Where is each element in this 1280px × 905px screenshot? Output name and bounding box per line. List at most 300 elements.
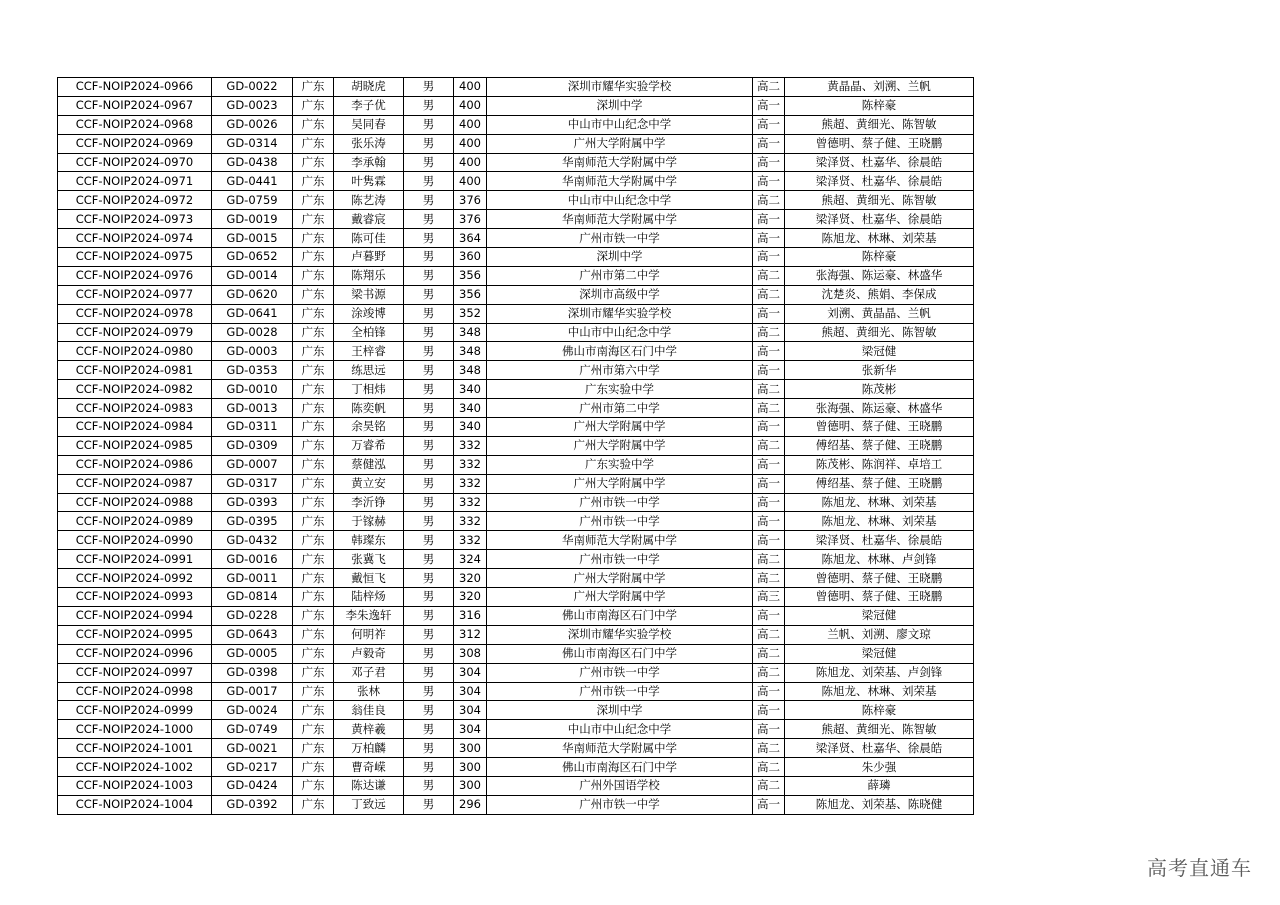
exam-id-cell: GD-0314 [212, 134, 293, 153]
grade-cell: 高二 [753, 399, 785, 418]
coach-cell: 朱少强 [785, 758, 974, 777]
coach-cell: 张海强、陈运豪、林盛华 [785, 266, 974, 285]
table-row [58, 172, 974, 191]
province-cell: 广东 [293, 229, 334, 248]
province-cell: 广东 [293, 266, 334, 285]
student-name-cell: 何明祚 [334, 625, 404, 644]
table-row [58, 531, 974, 550]
cert-number-cell: CCF-NOIP2024-0999 [58, 701, 212, 720]
score-cell: 348 [454, 323, 487, 342]
school-cell: 广州大学附属中学 [487, 418, 753, 437]
grade-cell: 高一 [753, 795, 785, 814]
table-row [58, 285, 974, 304]
province-cell: 广东 [293, 644, 334, 663]
coach-cell: 梁泽贤、杜嘉华、徐晨皓 [785, 210, 974, 229]
school-cell: 佛山市南海区石门中学 [487, 606, 753, 625]
table-row [58, 795, 974, 814]
table-row [58, 588, 974, 607]
gender-cell: 男 [404, 115, 454, 134]
exam-id-cell: GD-0309 [212, 436, 293, 455]
score-cell: 324 [454, 550, 487, 569]
grade-cell: 高二 [753, 625, 785, 644]
coach-cell: 梁泽贤、杜嘉华、徐晨皓 [785, 739, 974, 758]
cert-number-cell: CCF-NOIP2024-1000 [58, 720, 212, 739]
student-name-cell: 于镓赫 [334, 512, 404, 531]
cert-number-cell: CCF-NOIP2024-0998 [58, 682, 212, 701]
school-cell: 中山市中山纪念中学 [487, 720, 753, 739]
province-cell: 广东 [293, 569, 334, 588]
gender-cell: 男 [404, 436, 454, 455]
grade-cell: 高一 [753, 606, 785, 625]
grade-cell: 高一 [753, 96, 785, 115]
coach-cell: 熊超、黄细光、陈智敏 [785, 323, 974, 342]
grade-cell: 高二 [753, 776, 785, 795]
school-cell: 广州市铁一中学 [487, 229, 753, 248]
table-row [58, 191, 974, 210]
grade-cell: 高二 [753, 78, 785, 97]
cert-number-cell: CCF-NOIP2024-0979 [58, 323, 212, 342]
grade-cell: 高二 [753, 550, 785, 569]
cert-number-cell: CCF-NOIP2024-0976 [58, 266, 212, 285]
coach-cell: 曾德明、蔡子健、王晓鹏 [785, 569, 974, 588]
table-row [58, 776, 974, 795]
cert-number-cell: CCF-NOIP2024-0987 [58, 474, 212, 493]
table-row [58, 153, 974, 172]
cert-number-cell: CCF-NOIP2024-1001 [58, 739, 212, 758]
table-row [58, 663, 974, 682]
exam-id-cell: GD-0217 [212, 758, 293, 777]
exam-id-cell: GD-0003 [212, 342, 293, 361]
student-name-cell: 张林 [334, 682, 404, 701]
school-cell: 广州市铁一中学 [487, 493, 753, 512]
coach-cell: 陈旭龙、林琳、刘荣基 [785, 682, 974, 701]
score-cell: 332 [454, 512, 487, 531]
grade-cell: 高二 [753, 191, 785, 210]
score-cell: 300 [454, 776, 487, 795]
student-name-cell: 梁书源 [334, 285, 404, 304]
school-cell: 深圳中学 [487, 96, 753, 115]
coach-cell: 兰帆、刘溯、廖文琼 [785, 625, 974, 644]
student-name-cell: 李承翰 [334, 153, 404, 172]
cert-number-cell: CCF-NOIP2024-0975 [58, 248, 212, 267]
cert-number-cell: CCF-NOIP2024-0990 [58, 531, 212, 550]
score-cell: 332 [454, 455, 487, 474]
cert-number-cell: CCF-NOIP2024-0992 [58, 569, 212, 588]
exam-id-cell: GD-0023 [212, 96, 293, 115]
student-name-cell: 余昊铭 [334, 418, 404, 437]
gender-cell: 男 [404, 304, 454, 323]
cert-number-cell: CCF-NOIP2024-0986 [58, 455, 212, 474]
score-cell: 304 [454, 663, 487, 682]
grade-cell: 高一 [753, 248, 785, 267]
student-name-cell: 戴恒飞 [334, 569, 404, 588]
school-cell: 佛山市南海区石门中学 [487, 644, 753, 663]
gender-cell: 男 [404, 588, 454, 607]
table-row [58, 134, 974, 153]
student-name-cell: 李沂铮 [334, 493, 404, 512]
grade-cell: 高一 [753, 304, 785, 323]
cert-number-cell: CCF-NOIP2024-0967 [58, 96, 212, 115]
grade-cell: 高二 [753, 266, 785, 285]
gender-cell: 男 [404, 248, 454, 267]
table-row [58, 115, 974, 134]
school-cell: 广州市第六中学 [487, 361, 753, 380]
province-cell: 广东 [293, 663, 334, 682]
province-cell: 广东 [293, 304, 334, 323]
grade-cell: 高一 [753, 115, 785, 134]
score-cell: 348 [454, 361, 487, 380]
score-cell: 352 [454, 304, 487, 323]
gender-cell: 男 [404, 625, 454, 644]
table-row [58, 266, 974, 285]
table-row [58, 474, 974, 493]
student-name-cell: 黄立安 [334, 474, 404, 493]
gender-cell: 男 [404, 701, 454, 720]
coach-cell: 梁泽贤、杜嘉华、徐晨皓 [785, 153, 974, 172]
student-name-cell: 涂竣博 [334, 304, 404, 323]
gender-cell: 男 [404, 739, 454, 758]
coach-cell: 熊超、黄细光、陈智敏 [785, 115, 974, 134]
school-cell: 华南师范大学附属中学 [487, 210, 753, 229]
school-cell: 广州大学附属中学 [487, 588, 753, 607]
gender-cell: 男 [404, 455, 454, 474]
cert-number-cell: CCF-NOIP2024-0981 [58, 361, 212, 380]
grade-cell: 高二 [753, 380, 785, 399]
exam-id-cell: GD-0015 [212, 229, 293, 248]
cert-number-cell: CCF-NOIP2024-0978 [58, 304, 212, 323]
province-cell: 广东 [293, 248, 334, 267]
school-cell: 广州大学附属中学 [487, 134, 753, 153]
grade-cell: 高二 [753, 758, 785, 777]
cert-number-cell: CCF-NOIP2024-0997 [58, 663, 212, 682]
coach-cell: 陈旭龙、刘荣基、卢剑锋 [785, 663, 974, 682]
exam-id-cell: GD-0028 [212, 323, 293, 342]
student-name-cell: 邓子君 [334, 663, 404, 682]
province-cell: 广东 [293, 588, 334, 607]
gender-cell: 男 [404, 758, 454, 777]
exam-id-cell: GD-0814 [212, 588, 293, 607]
school-cell: 广州市铁一中学 [487, 682, 753, 701]
school-cell: 佛山市南海区石门中学 [487, 342, 753, 361]
student-name-cell: 万柏麟 [334, 739, 404, 758]
province-cell: 广东 [293, 153, 334, 172]
coach-cell: 张新华 [785, 361, 974, 380]
student-name-cell: 韩璨东 [334, 531, 404, 550]
score-cell: 376 [454, 210, 487, 229]
exam-id-cell: GD-0011 [212, 569, 293, 588]
score-cell: 304 [454, 701, 487, 720]
score-cell: 296 [454, 795, 487, 814]
school-cell: 深圳中学 [487, 701, 753, 720]
exam-id-cell: GD-0395 [212, 512, 293, 531]
coach-cell: 薛璘 [785, 776, 974, 795]
score-cell: 400 [454, 96, 487, 115]
coach-cell: 陈旭龙、林琳、刘荣基 [785, 493, 974, 512]
school-cell: 深圳市耀华实验学校 [487, 78, 753, 97]
exam-id-cell: GD-0643 [212, 625, 293, 644]
province-cell: 广东 [293, 606, 334, 625]
gender-cell: 男 [404, 399, 454, 418]
cert-number-cell: CCF-NOIP2024-0984 [58, 418, 212, 437]
gender-cell: 男 [404, 550, 454, 569]
gender-cell: 男 [404, 380, 454, 399]
province-cell: 广东 [293, 78, 334, 97]
table-row [58, 758, 974, 777]
score-cell: 332 [454, 436, 487, 455]
grade-cell: 高一 [753, 701, 785, 720]
student-name-cell: 万睿希 [334, 436, 404, 455]
coach-cell: 曾德明、蔡子健、王晓鹏 [785, 418, 974, 437]
exam-id-cell: GD-0021 [212, 739, 293, 758]
province-cell: 广东 [293, 96, 334, 115]
school-cell: 深圳市耀华实验学校 [487, 625, 753, 644]
school-cell: 广州市铁一中学 [487, 550, 753, 569]
gender-cell: 男 [404, 663, 454, 682]
table-row [58, 512, 974, 531]
table-row [58, 436, 974, 455]
province-cell: 广东 [293, 172, 334, 191]
grade-cell: 高二 [753, 323, 785, 342]
coach-cell: 黄晶晶、刘溯、兰帆 [785, 78, 974, 97]
school-cell: 广东实验中学 [487, 455, 753, 474]
exam-id-cell: GD-0317 [212, 474, 293, 493]
watermark-text: 高考直通车 [1147, 856, 1252, 880]
exam-id-cell: GD-0014 [212, 266, 293, 285]
student-name-cell: 陈奕帆 [334, 399, 404, 418]
gender-cell: 男 [404, 512, 454, 531]
student-name-cell: 练思远 [334, 361, 404, 380]
student-name-cell: 曹奇嵘 [334, 758, 404, 777]
school-cell: 华南师范大学附属中学 [487, 531, 753, 550]
coach-cell: 陈茂彬、陈润祥、卓培工 [785, 455, 974, 474]
coach-cell: 曾德明、蔡子健、王晓鹏 [785, 134, 974, 153]
province-cell: 广东 [293, 115, 334, 134]
cert-number-cell: CCF-NOIP2024-1004 [58, 795, 212, 814]
grade-cell: 高一 [753, 361, 785, 380]
score-cell: 340 [454, 380, 487, 399]
table-row [58, 323, 974, 342]
gender-cell: 男 [404, 606, 454, 625]
cert-number-cell: CCF-NOIP2024-0971 [58, 172, 212, 191]
score-cell: 376 [454, 191, 487, 210]
score-cell: 308 [454, 644, 487, 663]
province-cell: 广东 [293, 720, 334, 739]
table-row [58, 606, 974, 625]
score-cell: 332 [454, 531, 487, 550]
table-row [58, 361, 974, 380]
province-cell: 广东 [293, 531, 334, 550]
province-cell: 广东 [293, 380, 334, 399]
student-name-cell: 张乐涛 [334, 134, 404, 153]
coach-cell: 刘溯、黄晶晶、兰帆 [785, 304, 974, 323]
score-cell: 348 [454, 342, 487, 361]
province-cell: 广东 [293, 701, 334, 720]
gender-cell: 男 [404, 474, 454, 493]
exam-id-cell: GD-0432 [212, 531, 293, 550]
coach-cell: 陈梓豪 [785, 248, 974, 267]
coach-cell: 张海强、陈运豪、林盛华 [785, 399, 974, 418]
grade-cell: 高二 [753, 644, 785, 663]
coach-cell: 熊超、黄细光、陈智敏 [785, 191, 974, 210]
grade-cell: 高一 [753, 153, 785, 172]
table-row [58, 550, 974, 569]
grade-cell: 高一 [753, 172, 785, 191]
gender-cell: 男 [404, 493, 454, 512]
score-cell: 356 [454, 285, 487, 304]
score-cell: 400 [454, 153, 487, 172]
student-name-cell: 卢暮野 [334, 248, 404, 267]
score-cell: 320 [454, 588, 487, 607]
school-cell: 华南师范大学附属中学 [487, 172, 753, 191]
cert-number-cell: CCF-NOIP2024-0983 [58, 399, 212, 418]
province-cell: 广东 [293, 739, 334, 758]
cert-number-cell: CCF-NOIP2024-0996 [58, 644, 212, 663]
gender-cell: 男 [404, 323, 454, 342]
table-row [58, 229, 974, 248]
student-name-cell: 陈翔乐 [334, 266, 404, 285]
gender-cell: 男 [404, 78, 454, 97]
school-cell: 广州市铁一中学 [487, 795, 753, 814]
cert-number-cell: CCF-NOIP2024-0980 [58, 342, 212, 361]
grade-cell: 高一 [753, 474, 785, 493]
score-cell: 304 [454, 682, 487, 701]
exam-id-cell: GD-0393 [212, 493, 293, 512]
coach-cell: 陈旭龙、林琳、刘荣基 [785, 229, 974, 248]
province-cell: 广东 [293, 758, 334, 777]
grade-cell: 高一 [753, 512, 785, 531]
score-cell: 340 [454, 399, 487, 418]
student-name-cell: 陈达谦 [334, 776, 404, 795]
score-cell: 360 [454, 248, 487, 267]
grade-cell: 高二 [753, 739, 785, 758]
cert-number-cell: CCF-NOIP2024-0995 [58, 625, 212, 644]
gender-cell: 男 [404, 644, 454, 663]
school-cell: 中山市中山纪念中学 [487, 115, 753, 134]
table-row [58, 380, 974, 399]
province-cell: 广东 [293, 418, 334, 437]
gender-cell: 男 [404, 682, 454, 701]
table-row [58, 625, 974, 644]
score-cell: 300 [454, 739, 487, 758]
province-cell: 广东 [293, 512, 334, 531]
coach-cell: 沈楚炎、熊娟、李保成 [785, 285, 974, 304]
school-cell: 广州市第二中学 [487, 266, 753, 285]
score-cell: 400 [454, 172, 487, 191]
coach-cell: 傅绍基、蔡子健、王晓鹏 [785, 436, 974, 455]
score-cell: 304 [454, 720, 487, 739]
grade-cell: 高三 [753, 588, 785, 607]
exam-id-cell: GD-0424 [212, 776, 293, 795]
gender-cell: 男 [404, 776, 454, 795]
province-cell: 广东 [293, 795, 334, 814]
coach-cell: 陈梓豪 [785, 96, 974, 115]
school-cell: 广州市第二中学 [487, 399, 753, 418]
cert-number-cell: CCF-NOIP2024-0974 [58, 229, 212, 248]
school-cell: 广州大学附属中学 [487, 474, 753, 493]
grade-cell: 高一 [753, 134, 785, 153]
exam-id-cell: GD-0024 [212, 701, 293, 720]
gender-cell: 男 [404, 191, 454, 210]
table-row [58, 399, 974, 418]
school-cell: 佛山市南海区石门中学 [487, 758, 753, 777]
grade-cell: 高一 [753, 210, 785, 229]
gender-cell: 男 [404, 361, 454, 380]
gender-cell: 男 [404, 134, 454, 153]
student-name-cell: 全柏锋 [334, 323, 404, 342]
province-cell: 广东 [293, 285, 334, 304]
table-row [58, 304, 974, 323]
student-name-cell: 丁相炜 [334, 380, 404, 399]
coach-cell: 陈旭龙、林琳、刘荣基 [785, 512, 974, 531]
grade-cell: 高一 [753, 229, 785, 248]
coach-cell: 陈梓豪 [785, 701, 974, 720]
province-cell: 广东 [293, 474, 334, 493]
school-cell: 广州外国语学校 [487, 776, 753, 795]
coach-cell: 梁泽贤、杜嘉华、徐晨皓 [785, 172, 974, 191]
coach-cell: 陈茂彬 [785, 380, 974, 399]
exam-id-cell: GD-0010 [212, 380, 293, 399]
school-cell: 中山市中山纪念中学 [487, 323, 753, 342]
cert-number-cell: CCF-NOIP2024-0989 [58, 512, 212, 531]
student-name-cell: 胡晓虎 [334, 78, 404, 97]
province-cell: 广东 [293, 191, 334, 210]
coach-cell: 梁冠健 [785, 342, 974, 361]
grade-cell: 高二 [753, 569, 785, 588]
province-cell: 广东 [293, 455, 334, 474]
exam-id-cell: GD-0016 [212, 550, 293, 569]
student-name-cell: 李朱逸轩 [334, 606, 404, 625]
award-list-body [58, 78, 974, 815]
school-cell: 华南师范大学附属中学 [487, 739, 753, 758]
school-cell: 深圳市高级中学 [487, 285, 753, 304]
gender-cell: 男 [404, 418, 454, 437]
table-row [58, 342, 974, 361]
student-name-cell: 丁致远 [334, 795, 404, 814]
province-cell: 广东 [293, 323, 334, 342]
score-cell: 364 [454, 229, 487, 248]
grade-cell: 高一 [753, 682, 785, 701]
student-name-cell: 王梓睿 [334, 342, 404, 361]
table-row [58, 78, 974, 97]
cert-number-cell: CCF-NOIP2024-0982 [58, 380, 212, 399]
score-cell: 400 [454, 78, 487, 97]
student-name-cell: 卢毅奇 [334, 644, 404, 663]
table-row [58, 701, 974, 720]
gender-cell: 男 [404, 229, 454, 248]
exam-id-cell: GD-0620 [212, 285, 293, 304]
province-cell: 广东 [293, 776, 334, 795]
gender-cell: 男 [404, 153, 454, 172]
cert-number-cell: CCF-NOIP2024-0991 [58, 550, 212, 569]
student-name-cell: 戴睿宸 [334, 210, 404, 229]
grade-cell: 高一 [753, 455, 785, 474]
table-row [58, 210, 974, 229]
score-cell: 356 [454, 266, 487, 285]
score-cell: 312 [454, 625, 487, 644]
school-cell: 广州大学附属中学 [487, 436, 753, 455]
grade-cell: 高二 [753, 285, 785, 304]
cert-number-cell: CCF-NOIP2024-0994 [58, 606, 212, 625]
cert-number-cell: CCF-NOIP2024-0985 [58, 436, 212, 455]
student-name-cell: 李子优 [334, 96, 404, 115]
coach-cell: 梁冠健 [785, 644, 974, 663]
gender-cell: 男 [404, 172, 454, 191]
cert-number-cell: CCF-NOIP2024-0966 [58, 78, 212, 97]
score-cell: 340 [454, 418, 487, 437]
student-name-cell: 吴同春 [334, 115, 404, 134]
grade-cell: 高一 [753, 720, 785, 739]
exam-id-cell: GD-0017 [212, 682, 293, 701]
